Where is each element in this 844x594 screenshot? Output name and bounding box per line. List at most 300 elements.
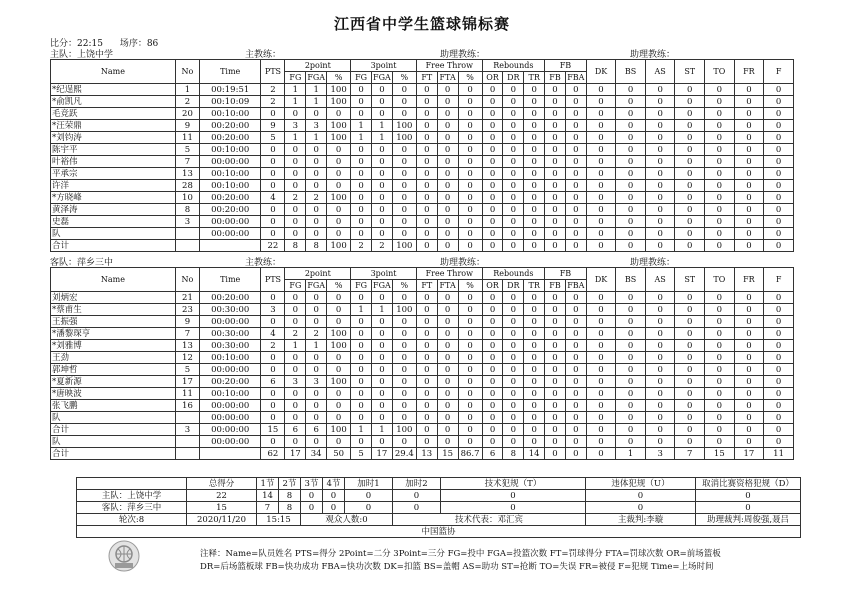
- col-group-free-throw: Free Throw: [416, 60, 482, 72]
- stat-cell: 0: [734, 216, 764, 228]
- player-name-cell: *方晓峰: [51, 192, 176, 204]
- summary-info-row: [77, 514, 801, 526]
- col-group-3point: 3point: [351, 60, 417, 72]
- stat-cell: 0: [764, 436, 794, 448]
- stat-cell: 0: [503, 304, 524, 316]
- stat-cell: 0: [645, 364, 675, 376]
- summary-cell: 8: [279, 502, 301, 514]
- stat-cell: 0: [392, 216, 416, 228]
- stat-cell: 0: [586, 180, 616, 192]
- player-name-cell: 合计: [51, 424, 176, 436]
- player-name-cell: 毛竞跃: [51, 108, 176, 120]
- stat-cell: 0: [616, 376, 646, 388]
- stat-cell: 00:19:51: [200, 84, 261, 96]
- stat-cell: 13: [175, 340, 199, 352]
- stat-cell: 0: [764, 412, 794, 424]
- player-name-cell: 郭坤哲: [51, 364, 176, 376]
- col-fta: FTA: [437, 280, 458, 292]
- stat-cell: 0: [645, 388, 675, 400]
- stat-cell: 6: [261, 376, 285, 388]
- col-time: Time: [200, 60, 261, 84]
- stat-cell: 0: [586, 96, 616, 108]
- stat-cell: 0: [545, 304, 566, 316]
- stat-cell: 0: [416, 388, 437, 400]
- stat-cell: 0: [524, 316, 545, 328]
- stat-cell: 0: [261, 168, 285, 180]
- stat-cell: 0: [764, 400, 794, 412]
- col-tr: TR: [524, 280, 545, 292]
- stat-cell: 15: [705, 448, 735, 460]
- stat-cell: 0: [482, 192, 503, 204]
- stat-cell: 0: [482, 352, 503, 364]
- stat-cell: 0: [503, 376, 524, 388]
- stat-cell: 0: [437, 216, 458, 228]
- stat-cell: 0: [285, 412, 306, 424]
- stat-cell: 13: [416, 448, 437, 460]
- stat-cell: 0: [565, 316, 586, 328]
- stat-cell: 0: [351, 216, 372, 228]
- stat-cell: 0: [645, 168, 675, 180]
- stat-cell: 0: [675, 328, 705, 340]
- player-name-cell: 陈宇平: [51, 144, 176, 156]
- stat-cell: 0: [764, 292, 794, 304]
- home-assistant-coach-label: 助理教练：: [440, 50, 486, 60]
- stat-cell: 0: [482, 340, 503, 352]
- stat-cell: 0: [306, 228, 327, 240]
- stat-cell: 0: [586, 436, 616, 448]
- stat-cell: 0: [482, 204, 503, 216]
- stat-cell: 0: [372, 228, 393, 240]
- stat-cell: 0: [705, 156, 735, 168]
- stat-cell: 0: [327, 352, 351, 364]
- stat-cell: 0: [645, 328, 675, 340]
- stat-cell: 0: [482, 240, 503, 252]
- summary-cell: 0: [696, 502, 801, 514]
- stat-cell: 12: [175, 352, 199, 364]
- stat-cell: 0: [392, 364, 416, 376]
- stat-cell: 3: [306, 376, 327, 388]
- stat-cell: 0: [616, 108, 646, 120]
- stat-cell: 0: [524, 144, 545, 156]
- stat-cell: 0: [675, 240, 705, 252]
- col-pct: %: [327, 280, 351, 292]
- stat-cell: 0: [351, 192, 372, 204]
- stat-cell: 0: [458, 144, 482, 156]
- stat-cell: 00:30:00: [200, 340, 261, 352]
- table-row: [51, 144, 794, 156]
- stat-cell: 0: [734, 156, 764, 168]
- stat-cell: 0: [285, 364, 306, 376]
- stat-cell: 0: [675, 412, 705, 424]
- stat-cell: 0: [372, 108, 393, 120]
- stat-cell: 0: [565, 376, 586, 388]
- legend-line-1: 注释：Name=队员姓名 PTS=得分 2Point=二分 3Point=三分 FG=投中 FGA=投篮次数 FT=罚球得分 FTA=罚球次数 OR=前场篮板: [200, 549, 721, 559]
- summary-head: 取消比赛资格犯规（D）: [696, 478, 801, 490]
- stat-cell: 0: [764, 352, 794, 364]
- summary-org-row: [77, 526, 801, 538]
- stat-cell: 00:00:00: [200, 412, 261, 424]
- stat-cell: 0: [306, 304, 327, 316]
- stat-cell: 0: [764, 96, 794, 108]
- stat-cell: 0: [645, 216, 675, 228]
- stat-cell: 8: [503, 448, 524, 460]
- stat-cell: 0: [586, 84, 616, 96]
- stat-cell: 0: [524, 364, 545, 376]
- stat-cell: 0: [734, 192, 764, 204]
- stat-cell: 0: [586, 364, 616, 376]
- stat-cell: 0: [503, 412, 524, 424]
- stat-cell: 0: [586, 168, 616, 180]
- stat-cell: 0: [458, 240, 482, 252]
- stat-cell: 0: [545, 424, 566, 436]
- stat-cell: 9: [261, 120, 285, 132]
- stat-cell: 00:00:00: [200, 424, 261, 436]
- stat-cell: 0: [482, 436, 503, 448]
- col-fta: FTA: [437, 72, 458, 84]
- stat-cell: 0: [524, 192, 545, 204]
- stat-cell: 0: [545, 364, 566, 376]
- stat-cell: 00:10:00: [200, 180, 261, 192]
- summary-cell: 0: [323, 502, 345, 514]
- stat-cell: 0: [285, 292, 306, 304]
- stat-cell: 0: [675, 228, 705, 240]
- home-stats-body: [51, 84, 794, 252]
- stat-cell: 0: [503, 204, 524, 216]
- stat-cell: 0: [306, 292, 327, 304]
- stat-cell: [175, 448, 199, 460]
- stat-cell: 2: [306, 192, 327, 204]
- stat-cell: 0: [565, 328, 586, 340]
- col-fg: FG: [351, 72, 372, 84]
- stat-cell: 2: [261, 84, 285, 96]
- stat-cell: 0: [458, 228, 482, 240]
- stat-cell: 0: [586, 328, 616, 340]
- stat-cell: 50: [327, 448, 351, 460]
- stat-cell: 00:20:00: [200, 132, 261, 144]
- stat-cell: 2: [306, 328, 327, 340]
- table-row: [51, 96, 794, 108]
- stat-cell: 0: [351, 352, 372, 364]
- summary-cell: 0: [393, 502, 441, 514]
- stat-cell: 0: [261, 144, 285, 156]
- stat-cell: 0: [705, 388, 735, 400]
- stat-cell: 00:00:00: [200, 436, 261, 448]
- stat-cell: 0: [392, 412, 416, 424]
- stat-cell: 0: [392, 192, 416, 204]
- stat-cell: 0: [482, 180, 503, 192]
- stat-cell: 0: [261, 228, 285, 240]
- stat-cell: 7: [175, 156, 199, 168]
- stat-cell: 0: [524, 84, 545, 96]
- stat-cell: 4: [261, 192, 285, 204]
- stat-cell: 0: [705, 228, 735, 240]
- summary-cell: 0: [345, 490, 393, 502]
- stat-cell: 0: [524, 436, 545, 448]
- summary-cell: 0: [441, 502, 586, 514]
- stat-cell: 0: [616, 96, 646, 108]
- table-row: [51, 240, 794, 252]
- stat-cell: 0: [503, 96, 524, 108]
- stat-cell: 0: [482, 400, 503, 412]
- stat-cell: 0: [705, 340, 735, 352]
- stat-cell: 0: [482, 96, 503, 108]
- stat-cell: [175, 240, 199, 252]
- stat-cell: 0: [616, 216, 646, 228]
- stat-cell: 0: [351, 376, 372, 388]
- stat-cell: 0: [437, 84, 458, 96]
- summary-away-row: [77, 502, 801, 514]
- stat-cell: 0: [675, 180, 705, 192]
- stat-cell: 0: [734, 436, 764, 448]
- away-assistant-coach-label-2: 助理教练：: [630, 258, 676, 268]
- stat-cell: 0: [734, 340, 764, 352]
- stat-cell: 0: [645, 108, 675, 120]
- stat-cell: 0: [616, 144, 646, 156]
- col-to: TO: [705, 268, 735, 292]
- stat-cell: 1: [285, 96, 306, 108]
- stat-cell: 0: [586, 228, 616, 240]
- stat-cell: 0: [372, 388, 393, 400]
- col-pts: PTS: [261, 268, 285, 292]
- stat-cell: 1: [372, 120, 393, 132]
- stat-cell: 0: [306, 352, 327, 364]
- stat-cell: 8: [175, 204, 199, 216]
- stat-cell: 0: [705, 316, 735, 328]
- stat-cell: 0: [645, 204, 675, 216]
- player-name-cell: 平承宗: [51, 168, 176, 180]
- stat-cell: 0: [351, 204, 372, 216]
- stat-cell: 7: [175, 328, 199, 340]
- stat-cell: 0: [482, 292, 503, 304]
- away-stats-body: [51, 292, 794, 460]
- stat-cell: 0: [675, 84, 705, 96]
- summary-cell: 客队：萍乡三中: [77, 502, 187, 514]
- stat-cell: 2: [351, 240, 372, 252]
- stat-cell: 0: [306, 180, 327, 192]
- stat-cell: 0: [524, 168, 545, 180]
- stat-cell: 8: [306, 240, 327, 252]
- stat-cell: 2: [175, 96, 199, 108]
- stat-cell: 0: [416, 376, 437, 388]
- stat-cell: 0: [437, 388, 458, 400]
- col-pts: PTS: [261, 60, 285, 84]
- stat-cell: 0: [545, 192, 566, 204]
- col-group-rebounds: Rebounds: [482, 268, 544, 280]
- stat-cell: 0: [458, 108, 482, 120]
- summary-head: 加时2: [393, 478, 441, 490]
- stat-cell: 0: [586, 352, 616, 364]
- audience-text: 观众人数:0: [301, 514, 393, 526]
- stat-cell: 0: [734, 328, 764, 340]
- col-or: OR: [482, 72, 503, 84]
- stat-cell: 0: [734, 412, 764, 424]
- stat-cell: 0: [458, 304, 482, 316]
- stat-cell: 1: [306, 132, 327, 144]
- stat-cell: 0: [645, 316, 675, 328]
- summary-head: 总得分: [187, 478, 257, 490]
- stat-cell: 0: [645, 436, 675, 448]
- chief-ref-text: 主裁判:李璇: [586, 514, 696, 526]
- stat-cell: 00:10:00: [200, 352, 261, 364]
- col-to: TO: [705, 60, 735, 84]
- stat-cell: 0: [764, 424, 794, 436]
- stat-cell: 3: [306, 120, 327, 132]
- stat-cell: 0: [261, 400, 285, 412]
- stat-cell: 0: [416, 84, 437, 96]
- stat-cell: 1: [306, 340, 327, 352]
- stat-cell: 0: [565, 240, 586, 252]
- stat-cell: 0: [734, 376, 764, 388]
- summary-cell: 14: [257, 490, 279, 502]
- stat-cell: 0: [437, 96, 458, 108]
- stat-cell: 0: [764, 304, 794, 316]
- stat-cell: 0: [764, 84, 794, 96]
- date-text: 2020/11/20: [187, 514, 257, 526]
- stat-cell: 00:20:00: [200, 192, 261, 204]
- stat-cell: 3: [175, 216, 199, 228]
- summary-head: 加时1: [345, 478, 393, 490]
- col-no: No: [175, 268, 199, 292]
- stat-cell: 100: [327, 424, 351, 436]
- col-fg: FG: [351, 280, 372, 292]
- stat-cell: 0: [351, 436, 372, 448]
- table-row: [51, 192, 794, 204]
- stat-cell: 0: [503, 108, 524, 120]
- stat-cell: 0: [503, 316, 524, 328]
- stat-cell: 0: [565, 144, 586, 156]
- stat-cell: 0: [503, 156, 524, 168]
- stat-cell: 0: [285, 388, 306, 400]
- stat-cell: 0: [285, 316, 306, 328]
- stat-cell: 0: [503, 340, 524, 352]
- stat-cell: 0: [616, 352, 646, 364]
- stat-cell: 0: [458, 352, 482, 364]
- stat-cell: 6: [285, 424, 306, 436]
- stat-cell: 0: [327, 216, 351, 228]
- stat-cell: 0: [458, 204, 482, 216]
- stat-cell: 00:20:00: [200, 120, 261, 132]
- stat-cell: 0: [675, 292, 705, 304]
- stat-cell: 0: [545, 240, 566, 252]
- stat-cell: 21: [175, 292, 199, 304]
- stat-cell: 100: [327, 96, 351, 108]
- table-row: [51, 352, 794, 364]
- stat-cell: 100: [392, 424, 416, 436]
- assist-ref-text: 助理裁判:周俊强,聂吕: [696, 514, 801, 526]
- col-group-2point: 2point: [285, 60, 351, 72]
- stat-cell: 0: [565, 96, 586, 108]
- stat-cell: 0: [416, 352, 437, 364]
- stat-cell: 0: [675, 436, 705, 448]
- stat-cell: 0: [524, 376, 545, 388]
- stat-cell: 0: [416, 364, 437, 376]
- stat-cell: 0: [458, 216, 482, 228]
- summary-header-row: [77, 478, 801, 490]
- player-name-cell: 王劲: [51, 352, 176, 364]
- table-row: [51, 400, 794, 412]
- stat-cell: 0: [351, 84, 372, 96]
- col-pct: %: [392, 72, 416, 84]
- stat-cell: 0: [372, 204, 393, 216]
- stat-cell: 0: [416, 228, 437, 240]
- stat-cell: 0: [705, 144, 735, 156]
- stat-cell: 0: [705, 436, 735, 448]
- stat-cell: 0: [392, 340, 416, 352]
- stat-cell: 0: [482, 216, 503, 228]
- stat-cell: 0: [764, 216, 794, 228]
- stat-cell: 0: [306, 400, 327, 412]
- stat-cell: 0: [351, 108, 372, 120]
- col-dr: DR: [503, 280, 524, 292]
- stat-cell: 0: [734, 364, 764, 376]
- stat-cell: 0: [764, 376, 794, 388]
- stat-cell: 0: [586, 400, 616, 412]
- stat-cell: 0: [524, 204, 545, 216]
- stat-cell: 0: [675, 424, 705, 436]
- stat-cell: 0: [545, 120, 566, 132]
- stat-cell: 0: [437, 424, 458, 436]
- stat-cell: 100: [392, 304, 416, 316]
- time-text: 15:15: [257, 514, 301, 526]
- stat-cell: 0: [675, 120, 705, 132]
- stat-cell: 0: [351, 340, 372, 352]
- stat-cell: 0: [545, 292, 566, 304]
- stat-cell: 0: [705, 168, 735, 180]
- stat-cell: 0: [705, 96, 735, 108]
- tech-rep-text: 技术代表：邓汇宾: [393, 514, 586, 526]
- stat-cell: 0: [705, 216, 735, 228]
- stat-cell: 0: [482, 168, 503, 180]
- stat-cell: 100: [327, 192, 351, 204]
- stat-cell: 0: [705, 108, 735, 120]
- stat-cell: 0: [734, 424, 764, 436]
- stat-cell: 0: [586, 304, 616, 316]
- summary-home-row: [77, 490, 801, 502]
- stat-cell: 0: [437, 340, 458, 352]
- stat-cell: 0: [285, 180, 306, 192]
- player-name-cell: *蔡甫生: [51, 304, 176, 316]
- col-f: F: [764, 60, 794, 84]
- stat-cell: 0: [416, 340, 437, 352]
- stat-cell: 0: [734, 352, 764, 364]
- stat-cell: 0: [524, 240, 545, 252]
- stat-cell: 0: [285, 436, 306, 448]
- stat-cell: 0: [351, 400, 372, 412]
- stat-cell: 0: [565, 108, 586, 120]
- round-text: 轮次:8: [77, 514, 187, 526]
- stat-cell: 0: [545, 376, 566, 388]
- stat-cell: 5: [351, 448, 372, 460]
- table-row: [51, 316, 794, 328]
- stat-cell: 0: [565, 304, 586, 316]
- stat-cell: 0: [616, 340, 646, 352]
- stat-cell: 0: [616, 156, 646, 168]
- stat-cell: 0: [545, 96, 566, 108]
- stat-cell: 1: [351, 132, 372, 144]
- stat-cell: 5: [261, 132, 285, 144]
- player-name-cell: 许洋: [51, 180, 176, 192]
- col-group-3point: 3point: [351, 268, 417, 280]
- stat-cell: 0: [437, 108, 458, 120]
- stat-cell: 0: [416, 144, 437, 156]
- table-row: [51, 156, 794, 168]
- stat-cell: 0: [764, 228, 794, 240]
- stat-cell: 0: [458, 316, 482, 328]
- stat-cell: 0: [705, 292, 735, 304]
- stat-cell: 0: [616, 168, 646, 180]
- stat-cell: 0: [616, 240, 646, 252]
- stat-cell: 0: [705, 192, 735, 204]
